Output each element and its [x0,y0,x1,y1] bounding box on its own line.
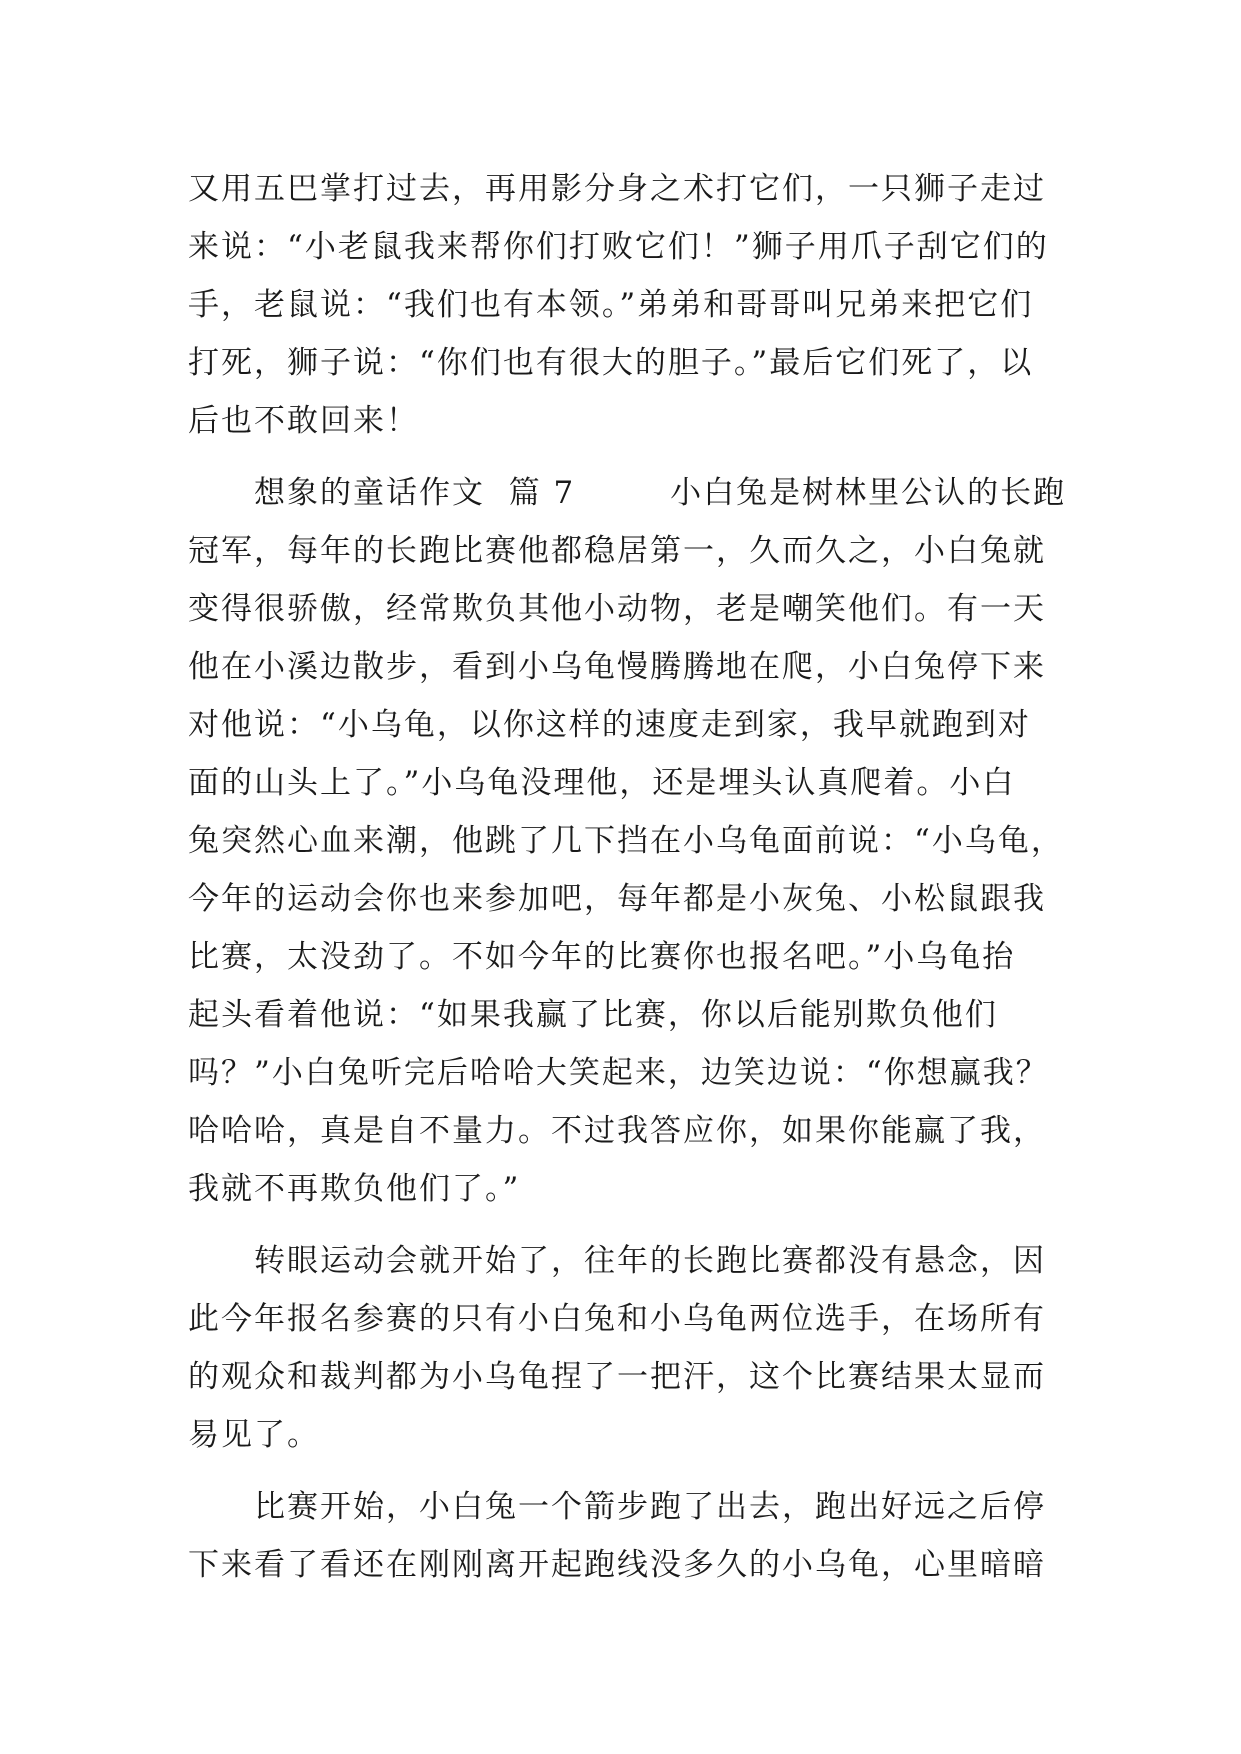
text-line: 来说：“小老鼠我来帮你们打败它们！”狮子用爪子刮它们的 [188,229,1049,265]
text-line: 的观众和裁判都为小乌龟捏了一把汗，这个比赛结果太显而 [188,1359,1046,1395]
text-line: 下来看了看还在刚刚离开起跑线没多久的小乌龟，心里暗暗 [188,1547,1046,1583]
text-line: 冠军，每年的长跑比赛他都稳居第一，久而久之，小白兔就 [188,533,1046,569]
text-line: 面的山头上了。”小乌龟没理他，还是埋头认真爬着。小白 [188,765,1016,801]
text-line: 兔突然心血来潮，他跳了几下挡在小乌龟面前说：“小乌龟， [188,823,1064,859]
text-line: 易见了。 [188,1417,320,1453]
text-line: 起头看着他说：“如果我赢了比赛，你以后能别欺负他们 [188,997,998,1033]
text-line: 转眼运动会就开始了，往年的长跑比赛都没有悬念，因 [254,1243,1046,1279]
paragraph-gap [188,450,1068,464]
text-line: 打死，狮子说：“你们也有很大的胆子。”最后它们死了，以 [188,345,1034,381]
paragraph-gap [188,1218,1068,1232]
text-line: 他在小溪边散步，看到小乌龟慢腾腾地在爬，小白兔停下来 [188,649,1046,685]
text-line: 比赛开始，小白兔一个箭步跑了出去，跑出好远之后停 [254,1489,1046,1525]
text-line: 哈哈哈，真是自不量力。不过我答应你，如果你能赢了我， [188,1113,1046,1149]
text-line: 吗？”小白兔听完后哈哈大笑起来，边笑边说：“你想赢我？ [188,1055,1049,1091]
paragraph-gap [188,1464,1068,1478]
text-line: 变得很骄傲，经常欺负其他小动物，老是嘲笑他们。有一天 [188,591,1046,627]
text-line: 比赛，太没劲了。不如今年的比赛你也报名吧。”小乌龟抬 [188,939,1016,975]
text-line: 又用五巴掌打过去，再用影分身之术打它们，一只狮子走过 [188,171,1046,207]
document-body [188,160,1068,1594]
text-line: 此今年报名参赛的只有小白兔和小乌龟两位选手，在场所有 [188,1301,1046,1337]
text-line: 对他说：“小乌龟，以你这样的速度走到家，我早就跑到对 [188,707,1031,743]
text-line: 今年的运动会你也来参加吧，每年都是小灰兔、小松鼠跟我 [188,881,1046,917]
text-line: 手，老鼠说：“我们也有本领。”弟弟和哥哥叫兄弟来把它们 [188,287,1034,323]
section-heading-line: 想象的童话作文 篇 7 小白兔是树林里公认的长跑 [254,475,1067,511]
text-line: 后也不敢回来！ [188,403,419,439]
text-line: 我就不再欺负他们了。” [188,1171,521,1207]
